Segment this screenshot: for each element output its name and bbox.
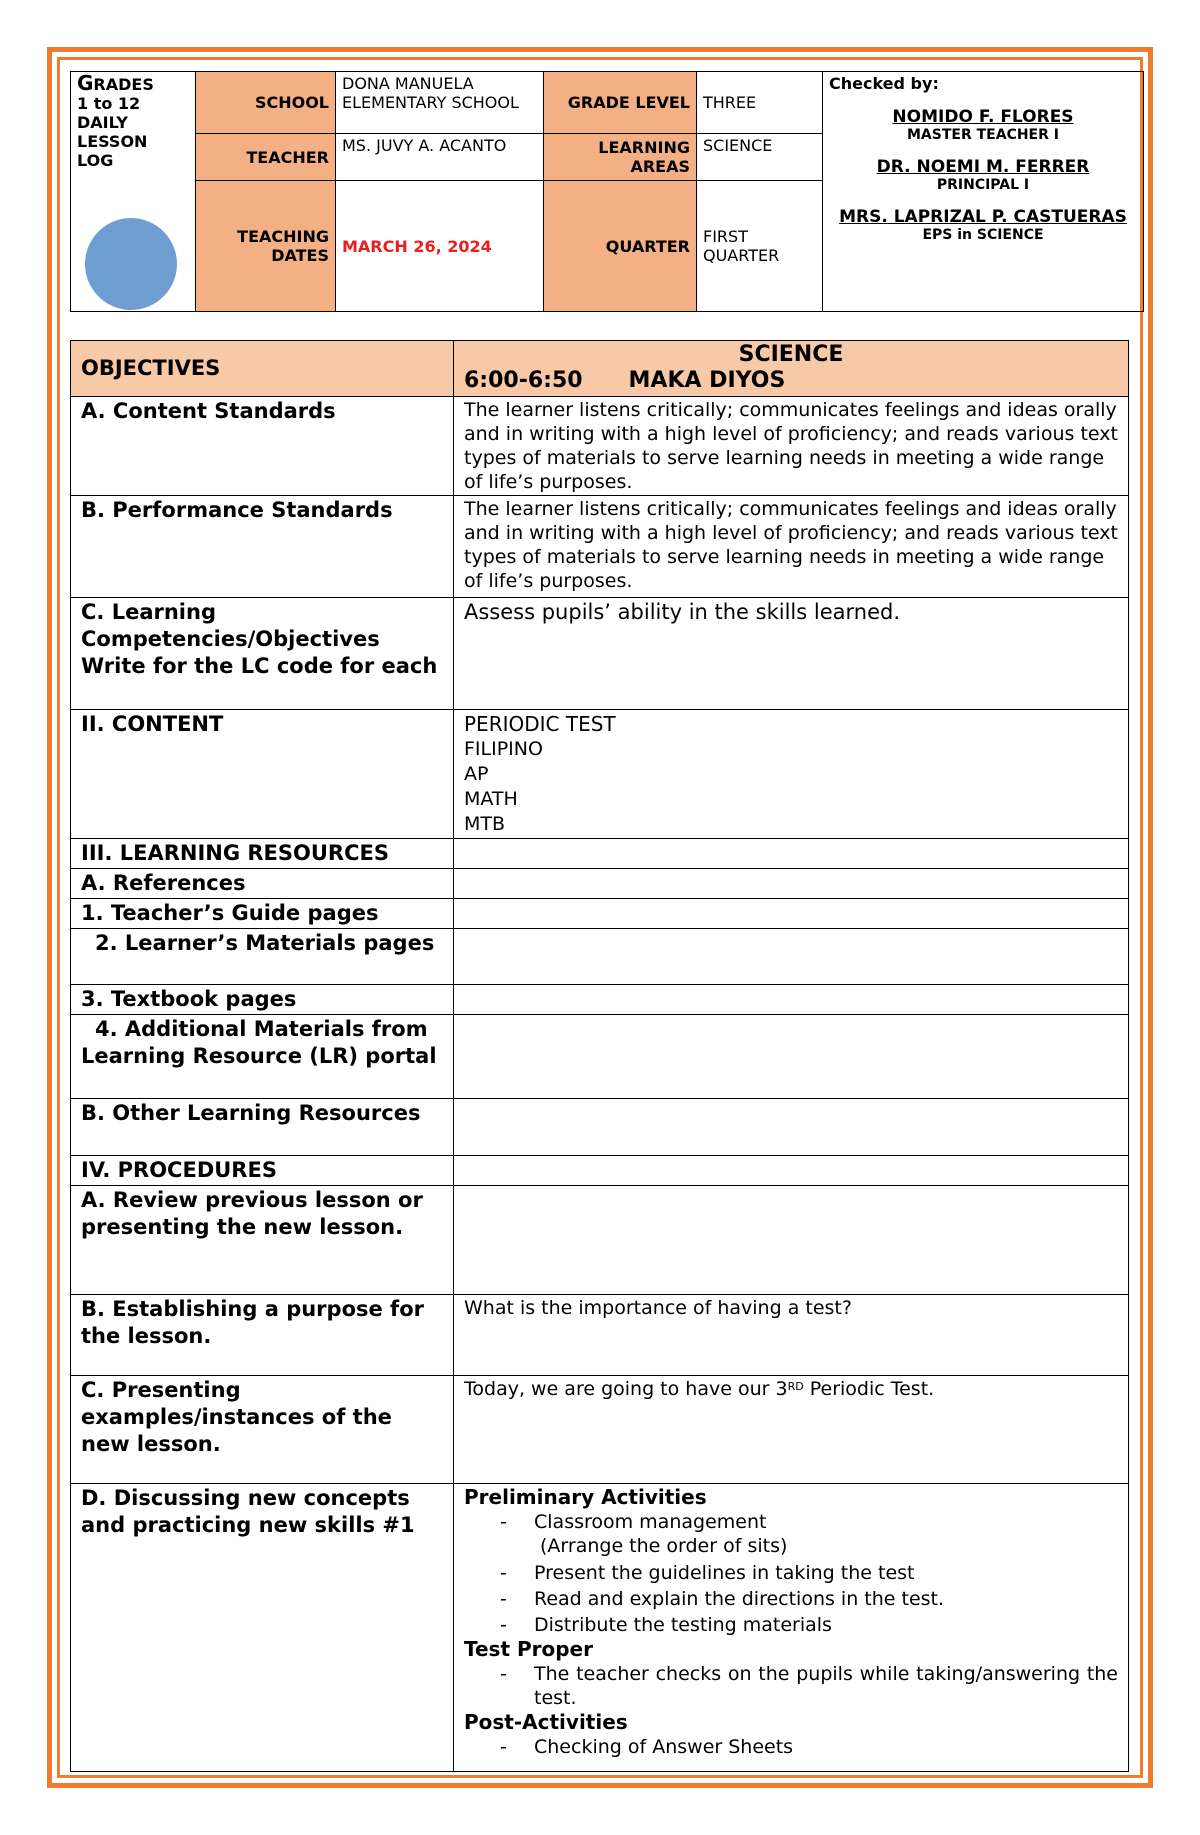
- performance-standards-label: B. Performance Standards: [71, 496, 454, 598]
- post-activities-title: Post-Activities: [464, 1710, 628, 1734]
- quarter-value: FIRST QUARTER: [697, 181, 823, 312]
- list-item: - Read and explain the directions in the test.: [500, 1588, 945, 1610]
- signatory: MRS. LAPRIZAL P. CASTUERAS EPS in SCIENCE: [839, 207, 1127, 243]
- other-resources-label: B. Other Learning Resources: [71, 1099, 454, 1156]
- content-label: II. CONTENT: [71, 710, 454, 839]
- presenting-examples-label: C. Presenting examples/instances of the new lesson.: [71, 1376, 454, 1484]
- review-lesson-label: A. Review previous lesson or presenting the new lesson.: [71, 1186, 454, 1295]
- teacher-value: MS. JUVY A. ACANTO: [336, 134, 544, 181]
- performance-standards-text: The learner listens critically; communicates feelings and ideas orally and in writing with a high level of proficiency; and reads various text types of materials to serve learning needs in meeting a wide range of life’s purposes.: [454, 496, 1129, 598]
- signatory: DR. NOEMI M. FERRER PRINCIPAL I: [876, 157, 1090, 193]
- school-logo: [85, 218, 177, 310]
- empty-cell: [454, 1015, 1129, 1099]
- competencies-text: Assess pupils’ ability in the skills learned.: [454, 598, 1129, 710]
- checked-by-label: Checked by:: [829, 74, 939, 93]
- content-list: PERIODIC TEST FILIPINO AP MATH MTB: [454, 710, 1129, 839]
- empty-cell: [454, 899, 1129, 929]
- discussing-concepts-content: [454, 1484, 1129, 1772]
- quarter-label: QUARTER: [544, 181, 697, 312]
- grades-daily-lesson-log: GRADES 1 to 12 DAILY LESSON LOG: [71, 72, 196, 312]
- checked-by-block: [823, 72, 1144, 312]
- establishing-purpose-label: B. Establishing a purpose for the lesson.: [71, 1295, 454, 1376]
- empty-cell: [454, 1099, 1129, 1156]
- list-item: - Classroom management (Arrange the order of sits): [500, 1511, 788, 1557]
- empty-cell: [454, 869, 1129, 899]
- post-activities-list: [464, 1735, 1118, 1759]
- list-item: - Checking of Answer Sheets: [500, 1736, 794, 1758]
- discussing-concepts-label: D. Discussing new concepts and practicing new skills #1: [71, 1484, 454, 1772]
- presenting-examples-text: Today, we are going to have our 3RD Periodic Test.: [454, 1376, 1129, 1484]
- teachers-guide-label: 1. Teacher’s Guide pages: [71, 899, 454, 929]
- content-standards-text: The learner listens critically; communicates feelings and ideas orally and in writing with a high level of proficiency; and reads various text types of materials to serve learning needs in meeting a wide range of life’s purposes.: [454, 397, 1129, 496]
- school-label: SCHOOL: [196, 72, 336, 134]
- empty-cell: [454, 1186, 1129, 1295]
- learning-resources-label: III. LEARNING RESOURCES: [71, 839, 454, 869]
- list-item: - Present the guidelines in taking the test: [500, 1562, 915, 1584]
- references-label: A. References: [71, 869, 454, 899]
- signatory: NOMIDO F. FLORES MASTER TEACHER I: [892, 107, 1074, 143]
- teaching-dates-label: TEACHING DATES: [196, 181, 336, 312]
- teaching-dates-value: MARCH 26, 2024: [336, 181, 544, 312]
- objectives-heading: OBJECTIVES: [71, 341, 454, 397]
- establishing-purpose-text: What is the importance of having a test?: [454, 1295, 1129, 1376]
- test-proper-list: [464, 1662, 1118, 1710]
- textbook-pages-label: 3. Textbook pages: [71, 985, 454, 1015]
- subject-heading: SCIENCE 6:00-6:50 MAKA DIYOS: [454, 341, 1129, 397]
- grade-level-value: THREE: [697, 72, 823, 134]
- empty-cell: [454, 929, 1129, 985]
- grade-level-label: GRADE LEVEL: [544, 72, 697, 134]
- content-standards-label: A. Content Standards: [71, 397, 454, 496]
- teacher-label: TEACHER: [196, 134, 336, 181]
- procedures-label: IV. PROCEDURES: [71, 1156, 454, 1186]
- additional-materials-label: 4. Additional Materials from Learning Resource (LR) portal: [71, 1015, 454, 1099]
- empty-cell: [454, 839, 1129, 869]
- learning-areas-value: SCIENCE: [697, 134, 823, 181]
- list-item: - Distribute the testing materials: [500, 1614, 832, 1636]
- learning-areas-label: LEARNING AREAS: [544, 134, 697, 181]
- list-item: - The teacher checks on the pupils while taking/answering the test.: [500, 1663, 1118, 1709]
- test-proper-title: Test Proper: [464, 1637, 593, 1661]
- preliminary-activities-title: Preliminary Activities: [464, 1485, 707, 1509]
- school-value: DONA MANUELA ELEMENTARY SCHOOL: [336, 72, 544, 134]
- preliminary-activities-list: [464, 1510, 1118, 1637]
- learners-materials-label: 2. Learner’s Materials pages: [71, 929, 454, 985]
- empty-cell: [454, 985, 1129, 1015]
- empty-cell: [454, 1156, 1129, 1186]
- header-table: [70, 71, 1144, 312]
- competencies-label: C. Learning Competencies/Objectives Write for the LC code for each: [71, 598, 454, 710]
- lesson-log-table: [70, 340, 1129, 1772]
